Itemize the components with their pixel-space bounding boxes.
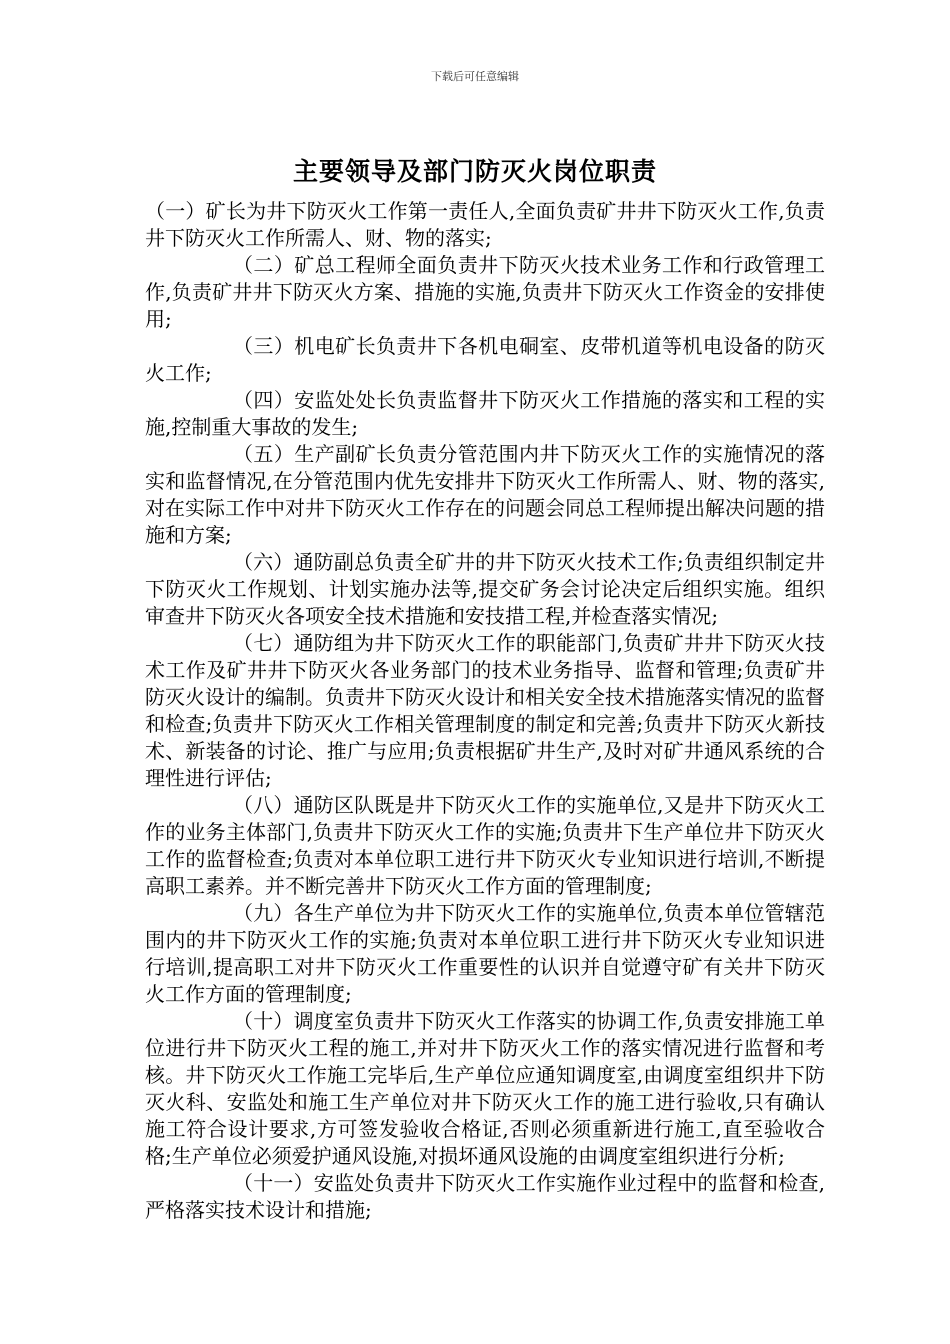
paragraph-4: （四）安监处处长负责监督井下防灭火工作措施的落实和工程的实施,控制重大事故的发生;: [145, 388, 825, 439]
paragraph-5: （五）生产副矿长负责分管范围内井下防灭火工作的实施情况的落实和监督情况,在分管范围内优先安排井下防灭火工作所需人、财、物的落实,对在实际工作中对井下防灭火工作存在的问题会同总工程师提出解决问题的措施和方案;: [145, 442, 825, 547]
paragraph-7: （七）通防组为井下防灭火工作的职能部门,负责矿井井下防灭火技术工作及矿井井下防灭火各业务部门的技术业务指导、监督和管理;负责矿井防灭火设计的编制。负责井下防灭火设计和相关安全技术措施落实情况的监督和检查;负责井下防灭火工作相关管理制度的制定和完善;负责井下防灭火新技术、新装备的讨论、推广与应用;负责根据矿井生产,及时对矿井通风系统的合理性进行评估;: [145, 631, 825, 790]
paragraph-11: （十一）安监处负责井下防灭火工作实施作业过程中的监督和检查,严格落实技术设计和措施;: [145, 1171, 825, 1222]
paragraph-6: （六）通防副总负责全矿井的井下防灭火技术工作;负责组织制定井下防灭火工作规划、计划实施办法等,提交矿务会讨论决定后组织实施。组织审查井下防灭火各项安全技术措施和安技措工程,并检查落实情况;: [145, 550, 825, 628]
paragraph-10: （十）调度室负责井下防灭火工作落实的协调工作,负责安排施工单位进行井下防灭火工程的施工,并对井下防灭火工作的落实情况进行监督和考核。井下防灭火工作施工完毕后,生产单位应通知调度室,由调度室组织井下防灭火科、安监处和施工生产单位对井下防灭火工作的施工进行验收,只有确认施工符合设计要求,方可签发验收合格证,否则必须重新进行施工,直至验收合格;生产单位必须爱护通风设施,对损坏通风设施的由调度室组织进行分析;: [145, 1009, 825, 1168]
paragraph-8: （八）通防区队既是井下防灭火工作的实施单位,又是井下防灭火工作的业务主体部门,负责井下防灭火工作的实施;负责井下生产单位井下防灭火工作的监督检查;负责对本单位职工进行井下防灭火专业知识进行培训,不断提高职工素养。并不断完善井下防灭火工作方面的管理制度;: [145, 793, 825, 898]
document-title: 主要领导及部门防灭火岗位职责: [292, 157, 657, 186]
header-note: 下载后可任意编辑: [431, 70, 519, 83]
document-body: [145, 198, 825, 1224]
paragraph-3: （三）机电矿长负责井下各机电硐室、皮带机道等机电设备的防灭火工作;: [145, 334, 825, 385]
paragraph-1: （一）矿长为井下防灭火工作第一责任人,全面负责矿井井下防灭火工作,负责井下防灭火工作所需人、财、物的落实;: [145, 199, 825, 250]
paragraph-9: （九）各生产单位为井下防灭火工作的实施单位,负责本单位管辖范围内的井下防灭火工作的实施;负责对本单位职工进行井下防灭火专业知识进行培训,提高职工对井下防灭火工作重要性的认识并自觉遵守矿有关井下防灭火工作方面的管理制度;: [145, 901, 825, 1006]
paragraph-2: （二）矿总工程师全面负责井下防灭火技术业务工作和行政管理工作,负责矿井井下防灭火方案、措施的实施,负责井下防灭火工作资金的安排使用;: [145, 253, 825, 331]
